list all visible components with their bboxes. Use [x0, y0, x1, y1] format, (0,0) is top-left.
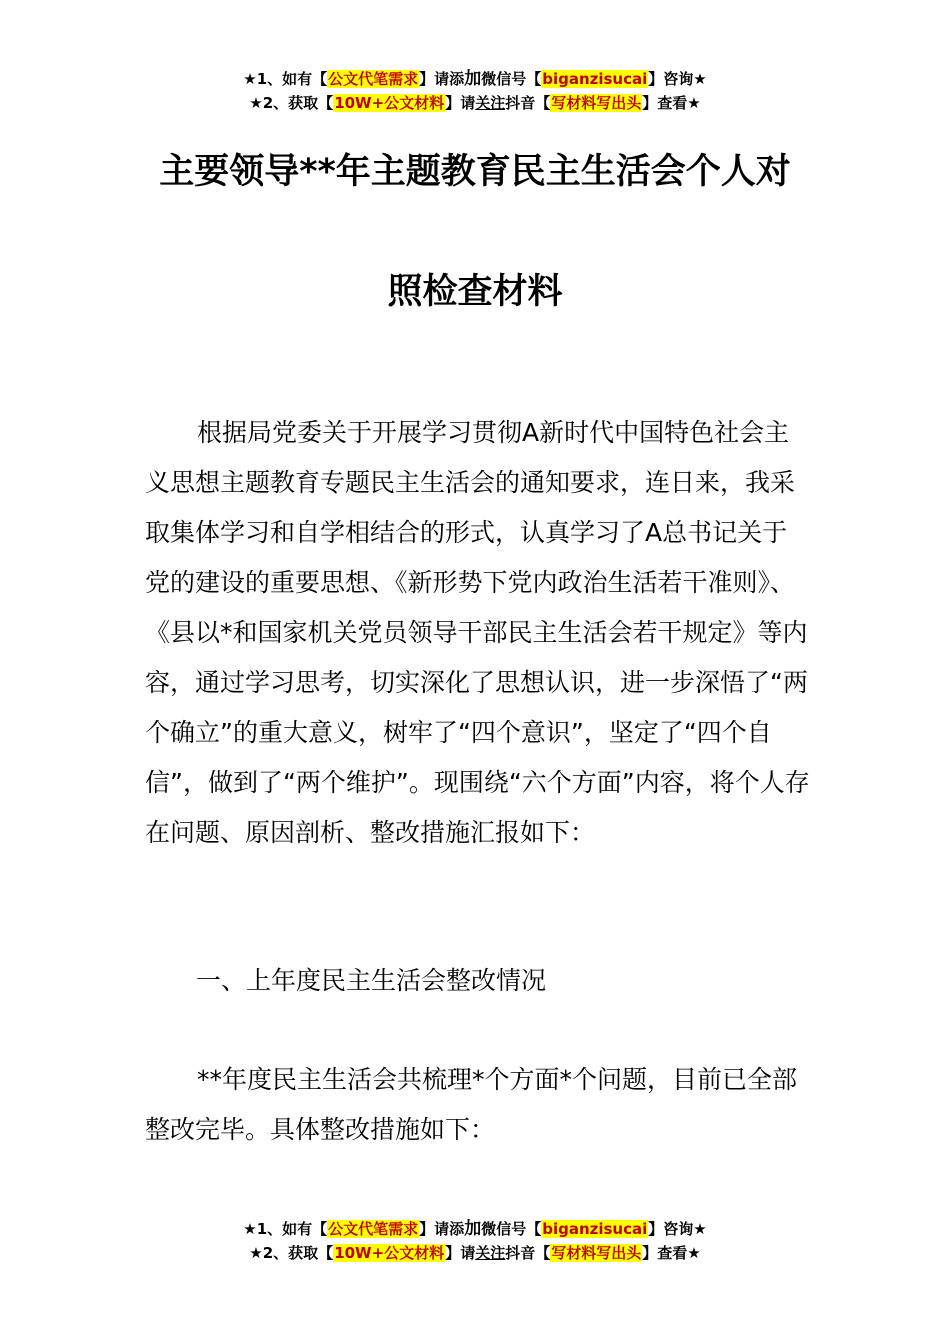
promo-text: 】请添 — [419, 70, 465, 88]
section-heading: 一、上年度民主生活会整改情况 — [196, 966, 547, 995]
promo-text: 】查看★ — [642, 1244, 701, 1262]
promo-highlight: 10W+公文材料 — [334, 1244, 445, 1262]
document-title-line-1: 主要领导**年主题教育民主生活会个人对 — [159, 152, 791, 192]
intro-paragraph — [145, 408, 810, 858]
promo-highlight: 写材料写出头 — [551, 1244, 642, 1262]
promo-highlight: 公文代笔需求 — [328, 70, 419, 88]
bottom-promo-banner — [0, 1217, 950, 1265]
promo-highlight: biganzisucai — [542, 1220, 648, 1238]
promo-text: 】请 — [445, 1244, 476, 1262]
section-paragraph-text: **年度民主生活会共梳理*个方面*个问题，目前已全部整改完毕。具体整改措施如下： — [145, 1065, 798, 1144]
promo-line-2 — [0, 1241, 950, 1265]
document-title-line-2: 照检查材料 — [387, 272, 563, 312]
promo-text: ★2、获取【 — [249, 94, 334, 112]
promo-emphasis: 加 — [464, 1219, 482, 1239]
promo-emphasis: 关注 — [475, 1244, 506, 1262]
promo-text: ★1、如有【 — [243, 70, 328, 88]
promo-text: 】咨询★ — [648, 70, 707, 88]
top-promo-banner — [0, 67, 950, 115]
promo-emphasis: 关注 — [475, 94, 506, 112]
section-paragraph — [145, 1055, 810, 1155]
promo-text: 】请添 — [419, 1220, 465, 1238]
promo-line-2 — [0, 91, 950, 115]
promo-text: ★1、如有【 — [243, 1220, 328, 1238]
promo-highlight: biganzisucai — [542, 70, 648, 88]
promo-line-1 — [0, 67, 950, 91]
promo-line-1 — [0, 1217, 950, 1241]
promo-text: 】请 — [445, 94, 476, 112]
promo-text: 】查看★ — [642, 94, 701, 112]
promo-text: 微信号【 — [481, 1220, 542, 1238]
promo-text: ★2、获取【 — [249, 1244, 334, 1262]
promo-highlight: 写材料写出头 — [551, 94, 642, 112]
promo-text: 抖音【 — [505, 94, 551, 112]
intro-paragraph-text: 根据局党委关于开展学习贯彻A新时代中国特色社会主义思想主题教育专题民主生活会的通知要求，连日来，我采取集体学习和自学相结合的形式，认真学习了A总书记关于党的建设的重要思想、《新形势下党内政治生活若干准则》、《县以*和国家机关党员领导干部民主生活会若干规定》等内容，通过学习思考，切实深化了思想认识，进一步深悟了“两个确立”的重大意义，树牢了“四个意识”，坚定了“四个自信”，做到了“两个维护”。现围绕“六个方面”内容，将个人存在问题、原因剖析、整改措施汇报如下： — [145, 418, 810, 847]
promo-highlight: 10W+公文材料 — [334, 94, 445, 112]
promo-text: 抖音【 — [505, 1244, 551, 1262]
promo-emphasis: 加 — [464, 69, 482, 89]
promo-text: 】咨询★ — [648, 1220, 707, 1238]
promo-highlight: 公文代笔需求 — [328, 1220, 419, 1238]
promo-text: 微信号【 — [481, 70, 542, 88]
